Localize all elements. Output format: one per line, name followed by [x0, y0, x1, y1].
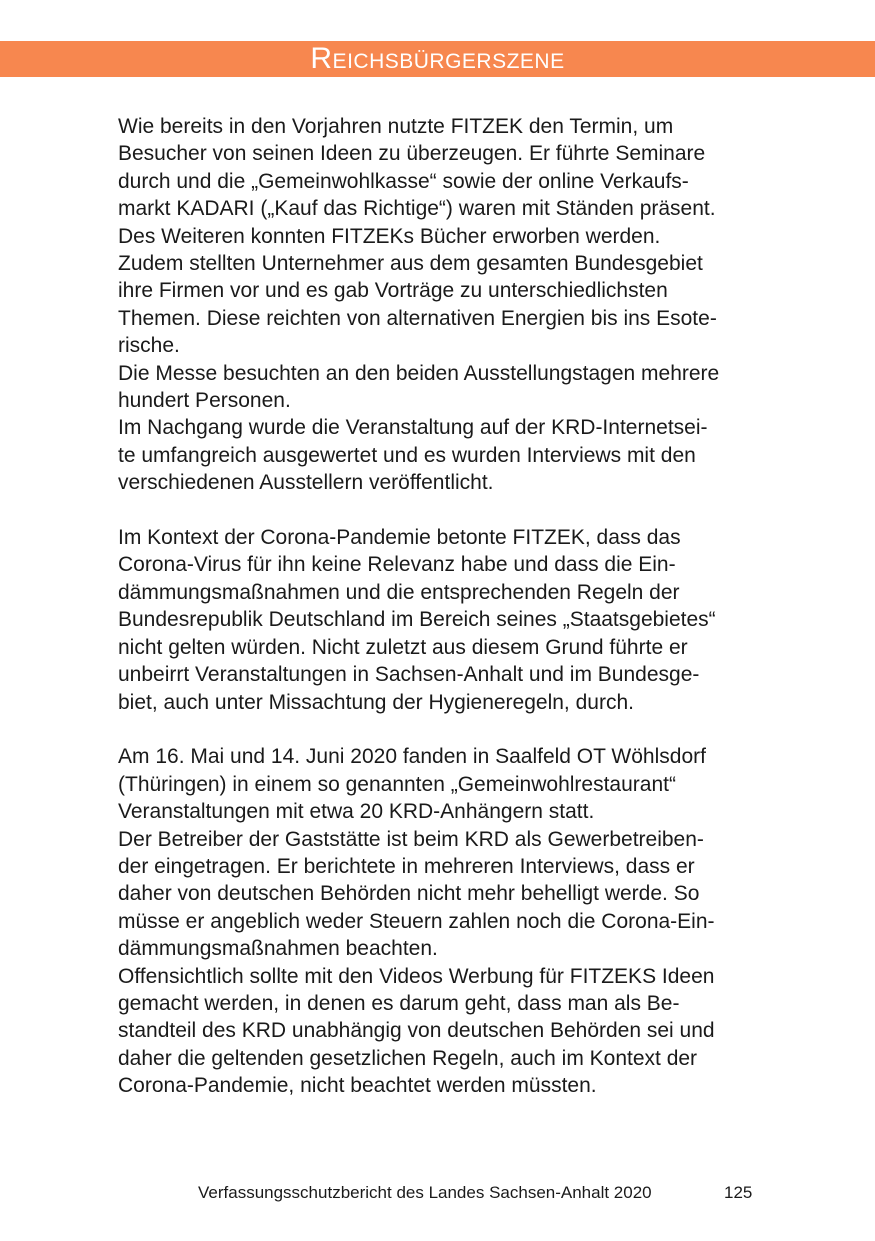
- section-header-band: [0, 41, 875, 77]
- page-number: 125: [724, 1183, 753, 1202]
- paragraph: Wie bereits in den Vorjahren nutzte FITZEK den Termin, um Besucher von seinen Ideen zu überzeugen. Er führte Seminare durch und die „Gemeinwohlkasse“ sowie der online Verkaufs- markt KADARI („Kauf das Richtige“) waren mit Ständen präsent. Des Weiteren konnten FITZEKs Bücher erworben werden. Zudem stellten Unternehmer aus dem gesamten Bundesgebiet ihre Firmen vor und es gab Vorträge zu unterschiedlichsten Themen. Diese reichten von alternativen Energien bis ins Esote- rische. Die Messe besuchten an den beiden Ausstellungstagen mehrere hundert Personen. Im Nachgang wurde die Veranstaltung auf der KRD-Internetsei- te umfangreich ausgewertet und es wurden Interviews mit den verschiedenen Ausstellern veröffentlicht.: [118, 115, 720, 495]
- paragraph-spacer: [118, 716, 758, 743]
- paragraph: Im Kontext der Corona-Pandemie betonte FITZEK, dass das Corona-Virus für ihn keine Relevanz habe und dass die Ein- dämmungsmaßnahmen und die entsprechenden Regeln der Bundesrepublik Deutschland im Bereich seines „Staatsgebietes“ nicht gelten würden. Nicht zuletzt aus diesem Grund führte er unbeirrt Veranstaltungen in Sachsen-Anhalt und im Bundesge- biet, auch unter Missachtung der Hygieneregeln, durch.: [118, 526, 716, 714]
- footer-publication: Verfassungsschutzbericht des Landes Sachsen-Anhalt 2020: [198, 1183, 652, 1202]
- section-title: Reichsbürgerszene: [310, 42, 565, 75]
- paragraph: Am 16. Mai und 14. Juni 2020 fanden in Saalfeld OT Wöhlsdorf (Thüringen) in einem so genannten „Gemeinwohlrestaurant“ Veranstaltungen mit etwa 20 KRD-Anhängern statt. Der Betreiber der Gaststätte ist beim KRD als Gewerbetreiben- der eingetragen. Er berichtete in mehreren Interviews, dass er daher von deutschen Behörden nicht mehr behelligt werde. So müsse er angeblich weder Steuern zahlen noch die Corona-Ein- dämmungsmaßnahmen beachten. Offensichtlich sollte mit den Videos Werbung für FITZEKS Ideen gemacht werden, in denen es darum geht, dass man als Be- standteil des KRD unabhängig von deutschen Behörden sei und daher die geltenden gesetzlichen Regeln, auch im Kontext der Corona-Pandemie, nicht beachtet werden müssten.: [118, 745, 715, 1098]
- body-text: [118, 113, 758, 1100]
- paragraph-spacer: [118, 497, 758, 524]
